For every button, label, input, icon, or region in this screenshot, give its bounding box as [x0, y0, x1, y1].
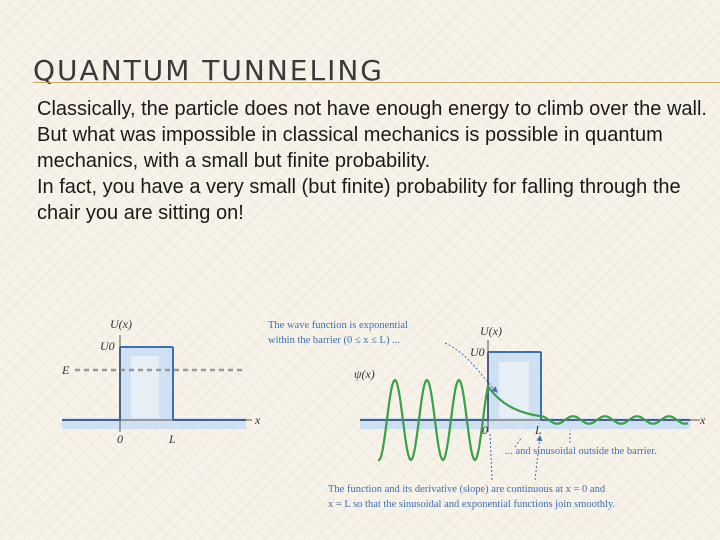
annotation-continuity-line1: The function and its derivative (slope) are continuous at x = 0 and: [328, 484, 606, 495]
left-x-label: x: [255, 413, 261, 427]
right-width-label: L: [535, 423, 542, 437]
paragraph-classical: Classically, the particle does not have enough energy to climb over the wall. But what was impossible in classical mechanics is possible in quantum mechanics, with a small but finite probability.: [37, 98, 707, 172]
left-width-label: L: [169, 432, 176, 446]
left-u-label: U(x): [110, 317, 132, 331]
left-energy-label: E: [62, 363, 70, 377]
left-u0-label: U0: [100, 339, 115, 353]
left-potential-diagram: [61, 317, 261, 446]
right-origin-label: 0: [482, 423, 488, 437]
annotation-sinusoidal: ... and sinusoidal outside the barrier.: [505, 446, 657, 457]
annotation-continuity-line2: x = L so that the sinusoidal and exponential functions join smoothly.: [328, 499, 616, 510]
psi-label: ψ(x): [354, 367, 375, 381]
annotation-exponential-line2: within the barrier (0 ≤ x ≤ L) ...: [268, 335, 400, 346]
right-wavefunction-diagram: [268, 320, 706, 510]
annotation-right-arrows: [515, 430, 570, 447]
right-u0-label: U0: [470, 345, 485, 359]
left-origin-label: 0: [117, 432, 123, 446]
left-barrier-inner: [131, 356, 159, 418]
annotation-exponential-line1: The wave function is exponential: [268, 320, 408, 331]
right-u-label: U(x): [480, 324, 502, 338]
paragraph-chair: In fact, you have a very small (but finite) probability for falling through the chair you are sitting on!: [37, 176, 681, 224]
right-x-label: x: [700, 413, 706, 427]
slide-title: QUANTUM TUNNELING: [33, 54, 384, 87]
